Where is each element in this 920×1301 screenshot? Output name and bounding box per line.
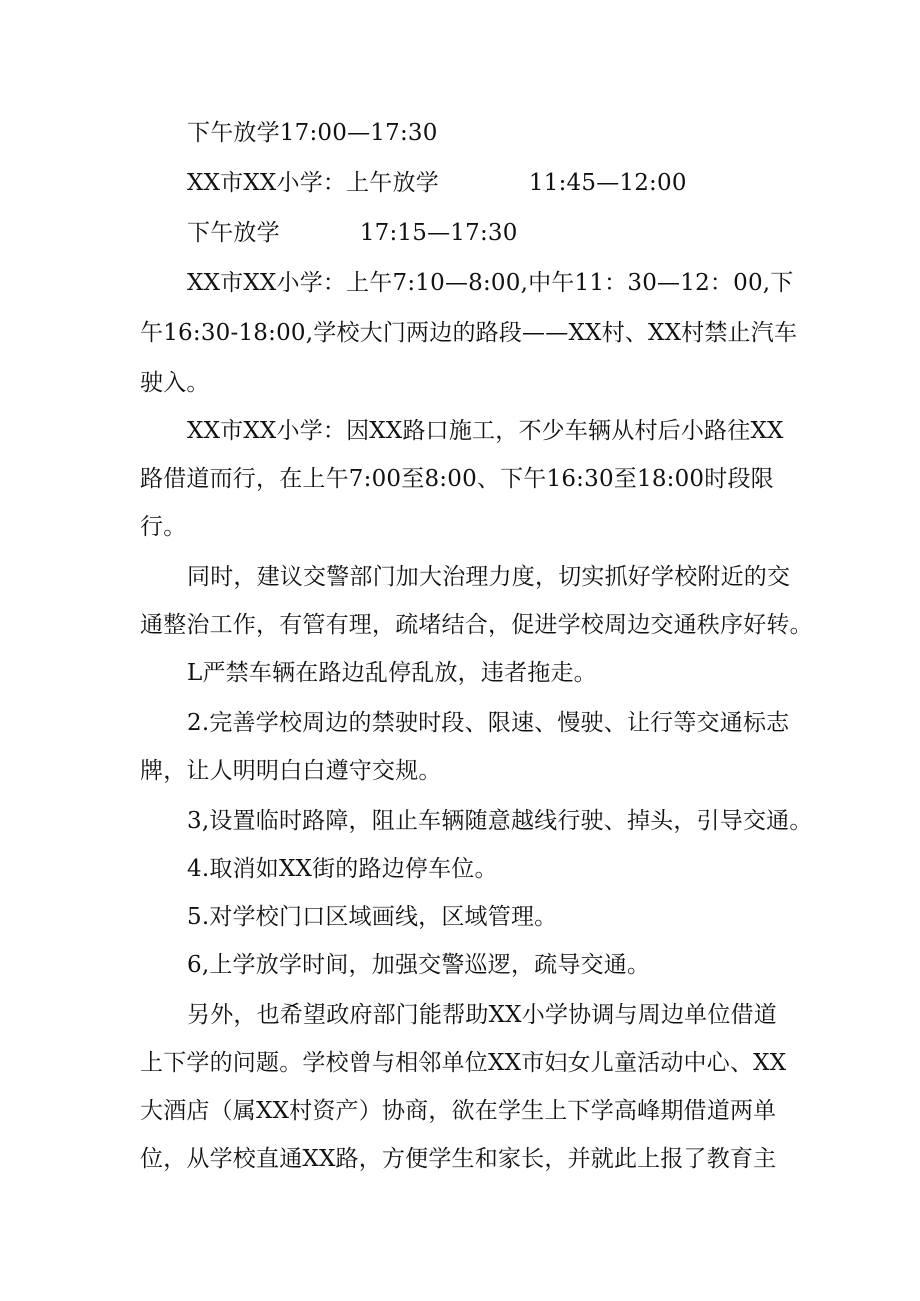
text-run: 同时，建议交警部门加大治理力度，切实抓好学校附近的交 [187,564,791,590]
text-run: 通整治工作，有管有理，疏堵结合，促进学校周边交通秩序好转。 [140,612,813,638]
text-run: 5.对学校门口区域画线，区域管理。 [187,904,558,930]
text-run: XX市XX小学：上午7:10—8:00,中午11：30—12：00,下 [187,270,794,296]
text-line [0,950,920,980]
text-line [0,368,920,398]
text-run: L严禁车辆在路边乱停乱放，违者拖走。 [187,660,597,686]
text-line [0,902,920,932]
text-line [0,218,920,248]
text-line [0,1048,920,1078]
text-line [0,1000,920,1030]
text-line [0,562,920,592]
text-run: 6,上学放学时间，加强交警巡逻，疏导交通。 [187,952,651,978]
text-run: 下午放学17:00—17:30 [187,120,438,146]
text-run: 11:45—12:00 [528,170,687,196]
text-run: 大酒店（属XX村资产）协商，欲在学生上下学高峰期借道两单 [140,1098,777,1124]
text-line [0,708,920,738]
text-run: XX市XX小学：因XX路口施工，不少车辆从村后小路往XX [187,418,784,444]
text-run: 4.取消如XX街的路边停车位。 [187,856,498,882]
text-run: 午16:30-18:00,学校大门两边的路段——XX村、XX村禁止汽车 [140,320,798,346]
text-line [0,854,920,884]
text-run: 行。 [140,514,187,540]
text-run: 17:15—17:30 [359,220,518,246]
text-run: 另外，也希望政府部门能帮助XX小学协调与周边单位借道 [187,1002,777,1028]
text-run: 位，从学校直通XX路，方便学生和家长，并就此上报了教育主 [140,1146,777,1172]
text-line [0,1096,920,1126]
text-run: 2.完善学校周边的禁驶时段、限速、慢驶、让行等交通标志 [187,710,790,736]
text-run: 驶入。 [140,370,210,396]
text-line [0,118,920,148]
text-line [0,610,920,640]
text-run: XX市XX小学：上午放学 [187,170,439,196]
text-line [0,464,920,494]
text-run: 路借道而行，在上午7:00至8:00、下午16:30至18:00时段限 [140,466,774,492]
text-line [0,806,920,836]
text-run: 3,设置临时路障，阻止车辆随意越线行驶、掉头，引导交通。 [187,808,813,834]
text-line [0,1144,920,1174]
text-line [0,268,920,298]
text-line [0,318,920,348]
text-line [0,756,920,786]
text-run: 下午放学 [187,220,280,246]
text-line [0,168,920,198]
text-line [0,416,920,446]
text-run: 牌，让人明明白白遵守交规。 [140,758,442,784]
text-line [0,512,920,542]
text-run: 上下学的问题。学校曾与相邻单位XX市妇女儿童活动中心、XX [140,1050,787,1076]
text-line [0,658,920,688]
